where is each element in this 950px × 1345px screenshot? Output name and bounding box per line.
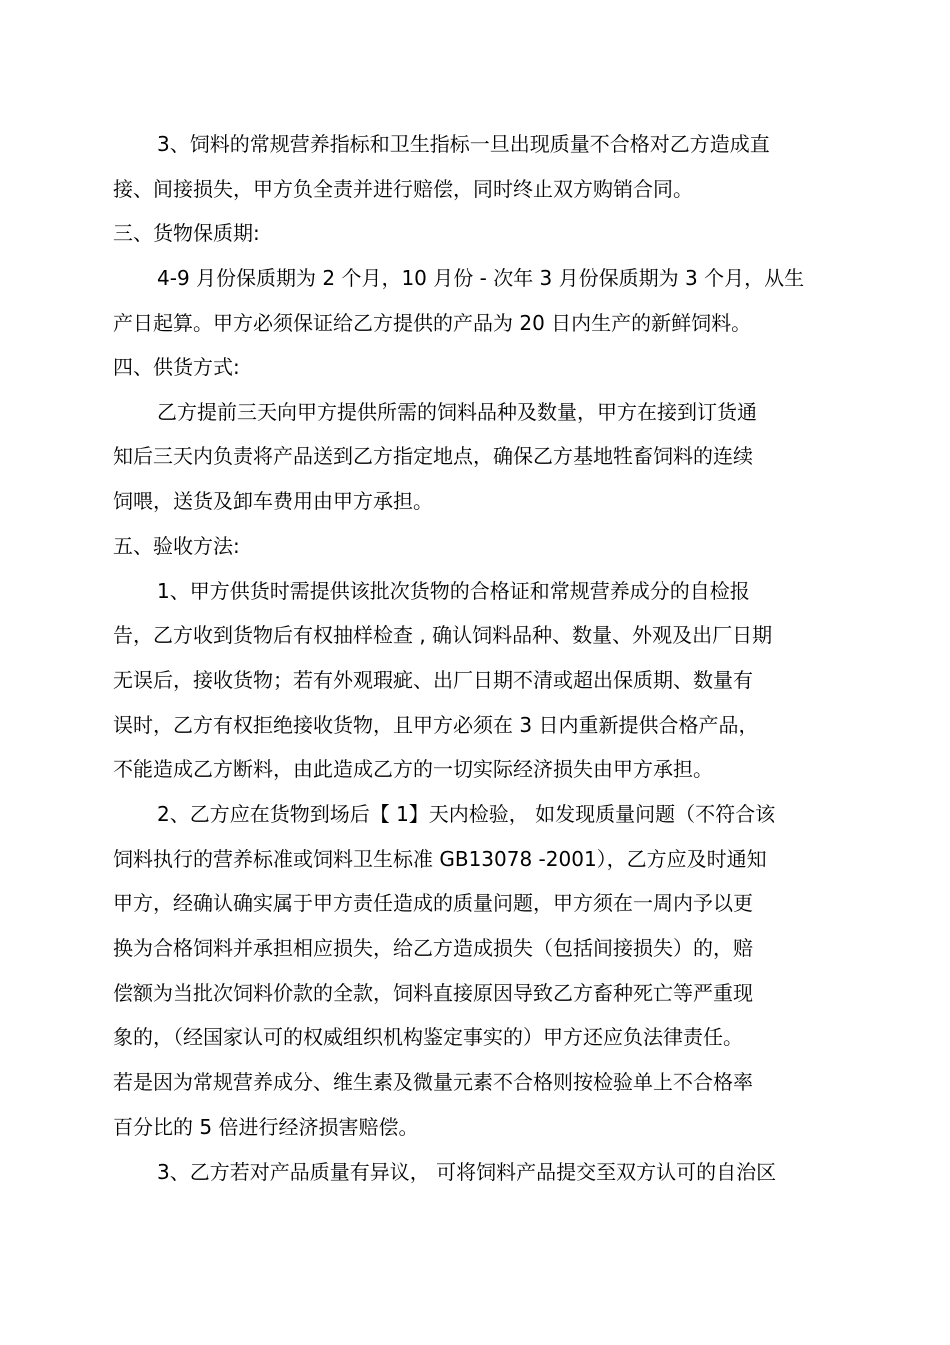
text-line: 无误后，接收货物；若有外观瑕疵、出厂日期不清或超出保质期、数量有 — [113, 668, 753, 692]
text-line: 偿额为当批次饲料价款的全款，饲料直接原因导致乙方畜种死亡等严重现 — [113, 981, 753, 1005]
text-line: 甲方，经确认确实属于甲方责任造成的质量问题，甲方须在一周内予以更 — [113, 891, 753, 915]
text-line: 百分比的 5 倍进行经济损害赔偿。 — [113, 1115, 419, 1139]
text-line: 若是因为常规营养成分、维生素及微量元素不合格则按检验单上不合格率 — [113, 1070, 753, 1094]
text-line: 告，乙方收到货物后有权抽样检查 , 确认饲料品种、数量、外观及出厂日期 — [113, 623, 773, 647]
text-line: 饲喂，送货及卸车费用由甲方承担。 — [113, 489, 433, 513]
text-line: 2、乙方应在货物到场后【 1】天内检验， 如发现质量问题（不符合该 — [157, 802, 776, 826]
text-line: 1、甲方供货时需提供该批次货物的合格证和常规营养成分的自检报 — [157, 579, 750, 603]
text-line: 知后三天内负责将产品送到乙方指定地点，确保乙方基地牲畜饲料的连续 — [113, 444, 753, 468]
text-line: 产日起算。甲方必须保证给乙方提供的产品为 20 日内生产的新鲜饲料。 — [113, 311, 752, 335]
text-line: 乙方提前三天向甲方提供所需的饲料品种及数量，甲方在接到订货通 — [157, 400, 757, 424]
text-line: 不能造成乙方断料，由此造成乙方的一切实际经济损失由甲方承担。 — [113, 757, 713, 781]
text-line: 3、饲料的常规营养指标和卫生指标一旦出现质量不合格对乙方造成直 — [157, 132, 770, 156]
text-line: 误时，乙方有权拒绝接收货物，且甲方必须在 3 日内重新提供合格产品， — [113, 713, 759, 737]
text-line: 换为合格饲料并承担相应损失，给乙方造成损失（包括间接损失）的，赔 — [113, 936, 753, 960]
text-line: 3、乙方若对产品质量有异议， 可将饲料产品提交至双方认可的自治区 — [157, 1160, 777, 1184]
text-line: 饲料执行的营养标准或饲料卫生标准 GB13078 -2001），乙方应及时通知 — [113, 847, 767, 871]
text-line: 象的，（经国家认可的权威组织机构鉴定事实的）甲方还应负法律责任。 — [113, 1025, 743, 1049]
section-heading: 五、验收方法: — [113, 534, 240, 558]
text-line: 接、间接损失，甲方负全责并进行赔偿，同时终止双方购销合同。 — [113, 177, 693, 201]
section-heading: 四、供货方式: — [113, 355, 240, 379]
section-heading: 三、货物保质期: — [113, 221, 260, 245]
text-line: 4-9 月份保质期为 2 个月，10 月份 - 次年 3 月份保质期为 3 个月，从生 — [157, 266, 805, 290]
